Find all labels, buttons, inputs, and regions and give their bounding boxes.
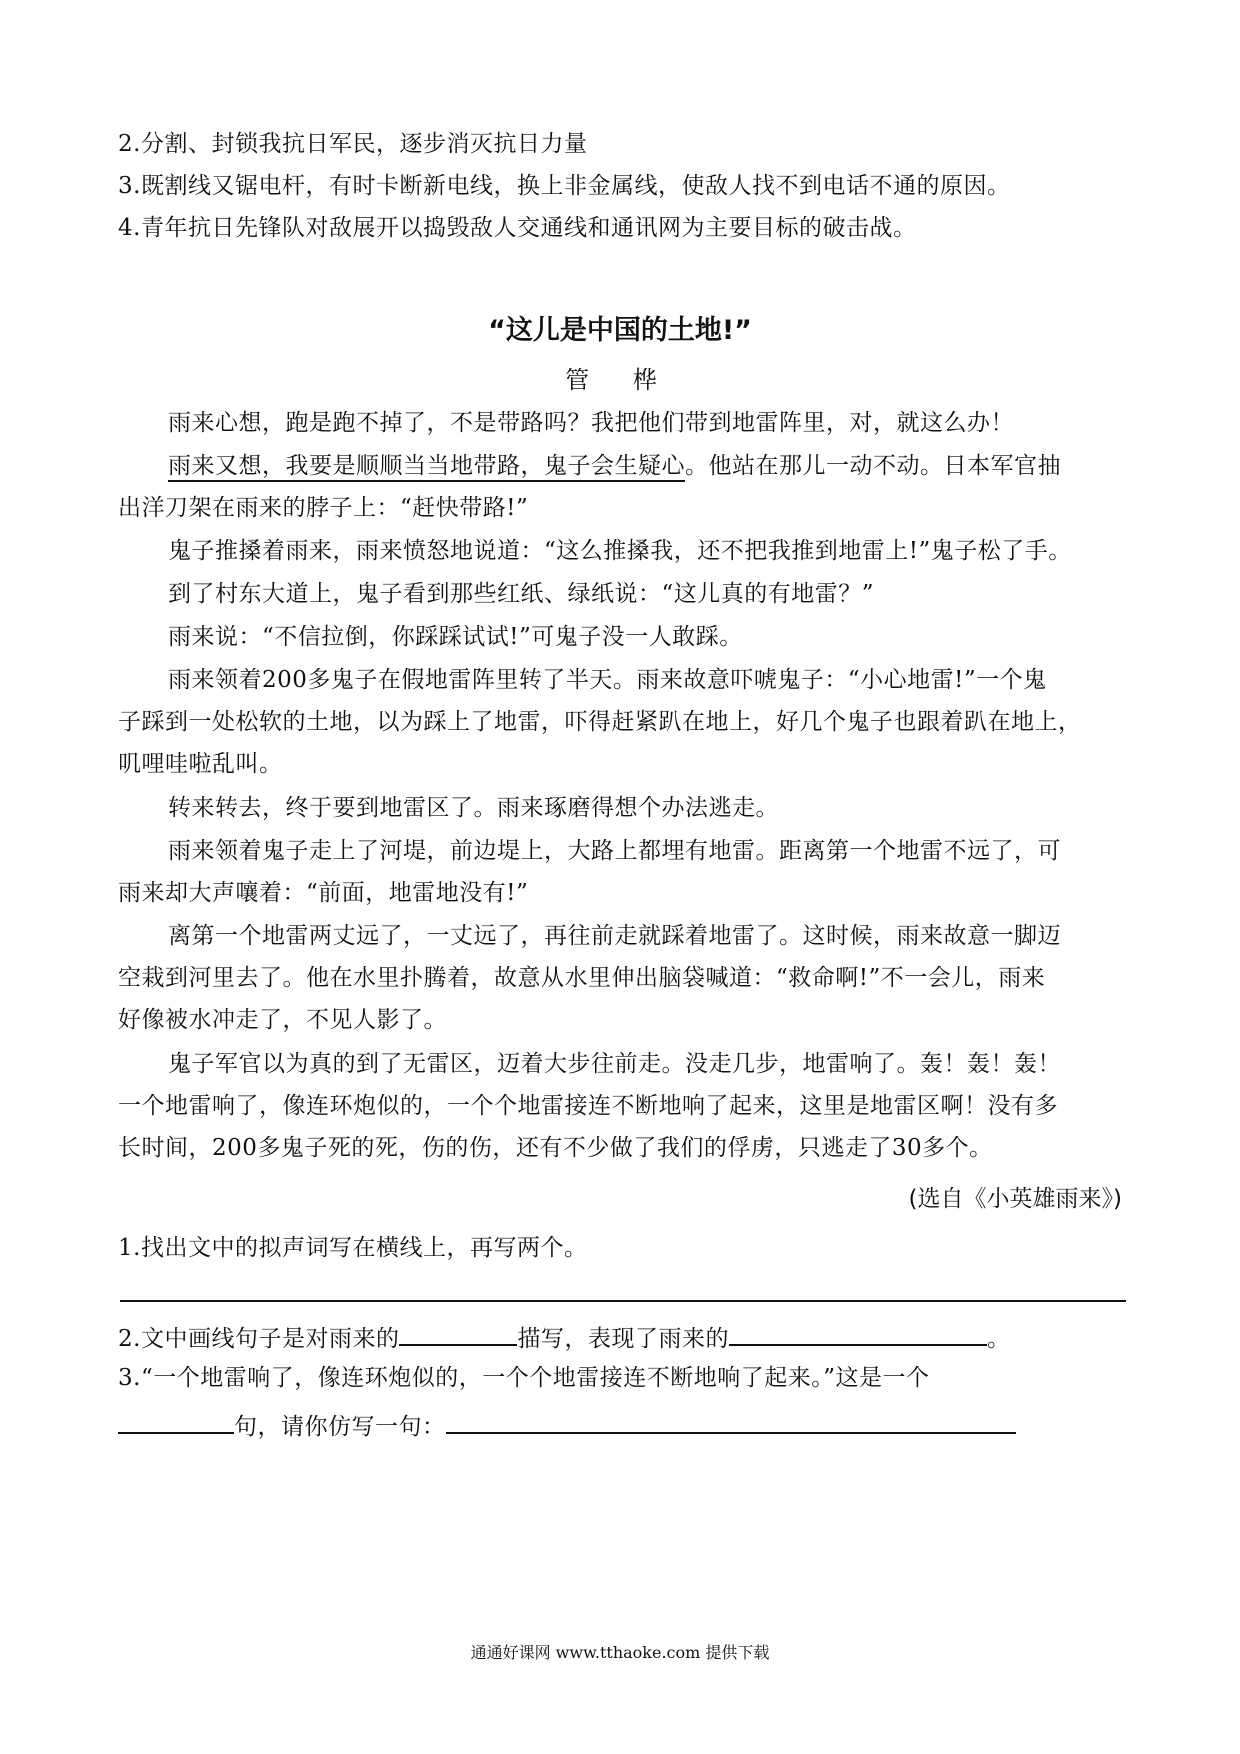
article-source: (选自《小英雄雨来》) (908, 1186, 1122, 1212)
question-3-text-b: 句，请你仿写一句： (234, 1414, 446, 1440)
paragraph-3: 鬼子推搡着雨来，雨来愤怒地说道：“这么推搡我，还不把我推到地雷上!”鬼子松了手。 (168, 538, 1072, 564)
question-3-line-2 (118, 1408, 1016, 1443)
paragraph-6-line-1: 雨来领着200多鬼子在假地雷阵里转了半天。雨来故意吓唬鬼子：“小心地雷!”一个鬼 (168, 667, 1047, 693)
paragraph-9-line-1: 离第一个地雷两丈远了，一丈远了，再往前走就踩着地雷了。这时候，雨来故意一脚迈 (168, 923, 1061, 949)
answer-blank-q3-2 (446, 1408, 1016, 1434)
answer-blank-q2-2 (729, 1320, 987, 1346)
question-2-text-c: 。 (986, 1326, 1011, 1352)
article-author: 管 桦 (565, 366, 675, 394)
paragraph-8-line-2: 雨来却大声嚷着：“前面，地雷地没有!” (118, 880, 529, 906)
question-2-text-a: 2.文中画线句子是对雨来的 (118, 1326, 400, 1352)
article-title: “这儿是中国的土地!” (488, 315, 752, 346)
paragraph-4: 到了村东大道上，鬼子看到那些红纸、绿纸说：“这儿真的有地雷？” (168, 581, 875, 607)
paragraph-9-line-3: 好像被水冲走了，不见人影了。 (118, 1007, 447, 1033)
question-3-line-1: 3.“一个地雷响了，像连环炮似的，一个个地雷接连不断地响了起来。”这是一个 (118, 1365, 930, 1391)
answer-blank-q3-1 (118, 1408, 234, 1434)
paragraph-6-line-3: 叽哩哇啦乱叫。 (118, 751, 283, 777)
paragraph-10-line-2: 一个地雷响了，像连环炮似的，一个个地雷接连不断地响了起来，这里是地雷区啊！没有多 (118, 1093, 1058, 1119)
paragraph-10-line-3: 长时间，200多鬼子死的死，伤的伤，还有不少做了我们的俘虏，只逃走了30多个。 (118, 1135, 993, 1161)
paragraph-1: 雨来心想，跑是跑不掉了，不是带路吗？我把他们带到地雷阵里，对，就这么办！ (168, 410, 1014, 436)
answer-line-4: 4.青年抗日先锋队对敌展开以捣毁敌人交通线和通讯网为主要目标的破击战。 (118, 215, 917, 241)
question-1: 1.找出文中的拟声词写在横线上，再写两个。 (118, 1235, 588, 1261)
paragraph-2-line-2: 出洋刀架在雨来的脖子上：“赶快带路!” (118, 495, 529, 521)
paragraph-6-line-2: 子踩到一处松软的土地，以为踩上了地雷，吓得赶紧趴在地上，好几个鬼子也跟着趴在地上， (118, 709, 1082, 735)
footer-text: 通通好课网 www.tthaoke.com 提供下载 (470, 1643, 770, 1662)
paragraph-10-line-1: 鬼子军官以为真的到了无雷区，迈着大步往前走。没走几步，地雷响了。轰！轰！轰！ (168, 1051, 1061, 1077)
answer-blank-q2-1 (399, 1320, 517, 1346)
paragraph-2-rest: 。他站在那儿一动不动。日本军官抽 (685, 453, 1061, 479)
paragraph-2-line-1 (168, 450, 1061, 482)
paragraph-8-line-1: 雨来领着鬼子走上了河堤，前边堤上，大路上都埋有地雷。距离第一个地雷不远了，可 (168, 838, 1061, 864)
underlined-sentence: 雨来又想，我要是顺顺当当地带路，鬼子会生疑心 (168, 453, 685, 482)
paragraph-7: 转来转去，终于要到地雷区了。雨来琢磨得想个办法逃走。 (168, 795, 779, 821)
answer-line-2: 2.分割、封锁我抗日军民，逐步消灭抗日力量 (118, 131, 588, 157)
paragraph-9-line-2: 空栽到河里去了。他在水里扑腾着，故意从水里伸出脑袋喊道：“救命啊!”不一会儿，雨来 (118, 965, 1046, 991)
question-2-text-b: 描写，表现了雨来的 (517, 1326, 729, 1352)
answer-line-3: 3.既割线又锯电杆，有时卡断新电线，换上非金属线，使敌人找不到电话不通的原因。 (118, 173, 1011, 199)
question-2 (118, 1320, 1010, 1355)
paragraph-5: 雨来说：“不信拉倒，你踩踩试试!”可鬼子没一人敢踩。 (168, 624, 743, 650)
answer-line-q1 (120, 1300, 1126, 1302)
